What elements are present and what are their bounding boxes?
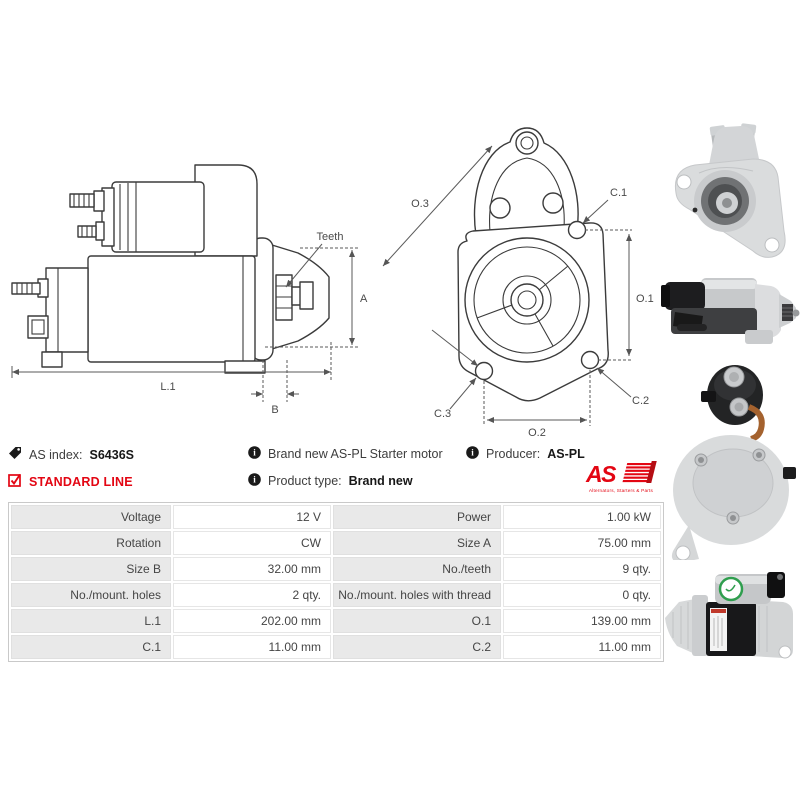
dim-label-c3: C.3 (434, 408, 452, 420)
as-index-item (8, 446, 134, 463)
starter-rear-three-quarter-photo[interactable] (659, 355, 800, 560)
dim-label-l1: L.1 (160, 381, 176, 393)
starter-side-outline (12, 165, 329, 373)
spec-label: No./mount. holes (11, 583, 171, 607)
spec-value: 12 V (173, 505, 331, 529)
dim-label-a: A (360, 293, 368, 305)
spec-label: Rotation (11, 531, 171, 555)
photo-front-illustration (675, 123, 785, 257)
table-row (11, 583, 661, 607)
producer-value: AS-PL (547, 447, 585, 461)
spec-label: Power (333, 505, 501, 529)
standard-line-item (8, 473, 133, 490)
logo-tagline: Alternators, Starters & Parts (588, 488, 654, 493)
dim-label-o2: O.2 (528, 427, 546, 439)
table-row (11, 505, 661, 529)
tag-icon (8, 446, 22, 463)
spec-label: C.2 (333, 635, 501, 659)
description-item (248, 446, 443, 462)
spec-value: 0 qty. (503, 583, 661, 607)
aspl-brand-logo (584, 460, 658, 496)
spec-value: 139.00 mm (503, 609, 661, 633)
spec-value: 32.00 mm (173, 557, 331, 581)
spec-label: Size B (11, 557, 171, 581)
spec-table (8, 502, 664, 662)
spec-value: 1.00 kW (503, 505, 661, 529)
side-view-svg (0, 130, 370, 440)
product-type-item (248, 473, 413, 489)
svg-text:i: i (253, 474, 256, 485)
table-row (11, 609, 661, 633)
starter-front-view-photo[interactable] (659, 113, 800, 268)
producer-item (466, 446, 585, 462)
as-index-value: S6436S (89, 447, 134, 462)
product-description: Brand new AS-PL Starter motor (268, 447, 443, 461)
starter-front-outline (458, 128, 608, 401)
spec-label: L.1 (11, 609, 171, 633)
spec-label: No./teeth (333, 557, 501, 581)
dim-label-teeth: Teeth (316, 231, 344, 243)
spec-label: No./mount. holes with thread (333, 583, 501, 607)
side-view-technical-drawing (0, 130, 370, 440)
spec-label: Voltage (11, 505, 171, 529)
spec-value: 2 qty. (173, 583, 331, 607)
front-view-svg (370, 110, 670, 440)
producer-label: Producer: (486, 447, 541, 461)
table-row (11, 531, 661, 555)
info-icon (248, 446, 261, 462)
spec-value: 9 qty. (503, 557, 661, 581)
photo-side-illustration (661, 278, 800, 344)
spec-value: 11.00 mm (173, 635, 331, 659)
standard-line-label: STANDARD LINE (29, 474, 133, 489)
spec-value: CW (173, 531, 331, 555)
starter-side-view-label-photo[interactable] (659, 562, 800, 690)
product-type-value: Brand new (348, 474, 413, 488)
table-row (11, 635, 661, 659)
photo-side-label-illustration (665, 572, 793, 658)
spec-value: 75.00 mm (503, 531, 661, 555)
table-row (11, 557, 661, 581)
checkbox-check-icon (8, 473, 22, 490)
dim-label-o1: O.1 (636, 293, 654, 305)
info-icon (248, 473, 261, 489)
info-icon (466, 446, 479, 462)
dim-label-c2: C.2 (632, 395, 650, 407)
spec-label: Size A (333, 531, 501, 555)
svg-text:i: i (253, 447, 256, 458)
spec-value: 11.00 mm (503, 635, 661, 659)
photo-rear-illustration (672, 365, 796, 560)
front-view-technical-drawing (370, 110, 670, 440)
product-type-label: Product type: (268, 474, 342, 488)
dim-label-b: B (271, 404, 279, 416)
spec-value: 202.00 mm (173, 609, 331, 633)
dim-label-c1: C.1 (610, 187, 628, 199)
spec-label: O.1 (333, 609, 501, 633)
as-index-label: AS index: (29, 447, 83, 462)
dim-label-o3: O.3 (411, 198, 429, 210)
svg-text:i: i (471, 447, 474, 458)
starter-side-view-photo[interactable] (659, 268, 800, 352)
logo-as-text: AS (586, 461, 615, 487)
spec-label: C.1 (11, 635, 171, 659)
